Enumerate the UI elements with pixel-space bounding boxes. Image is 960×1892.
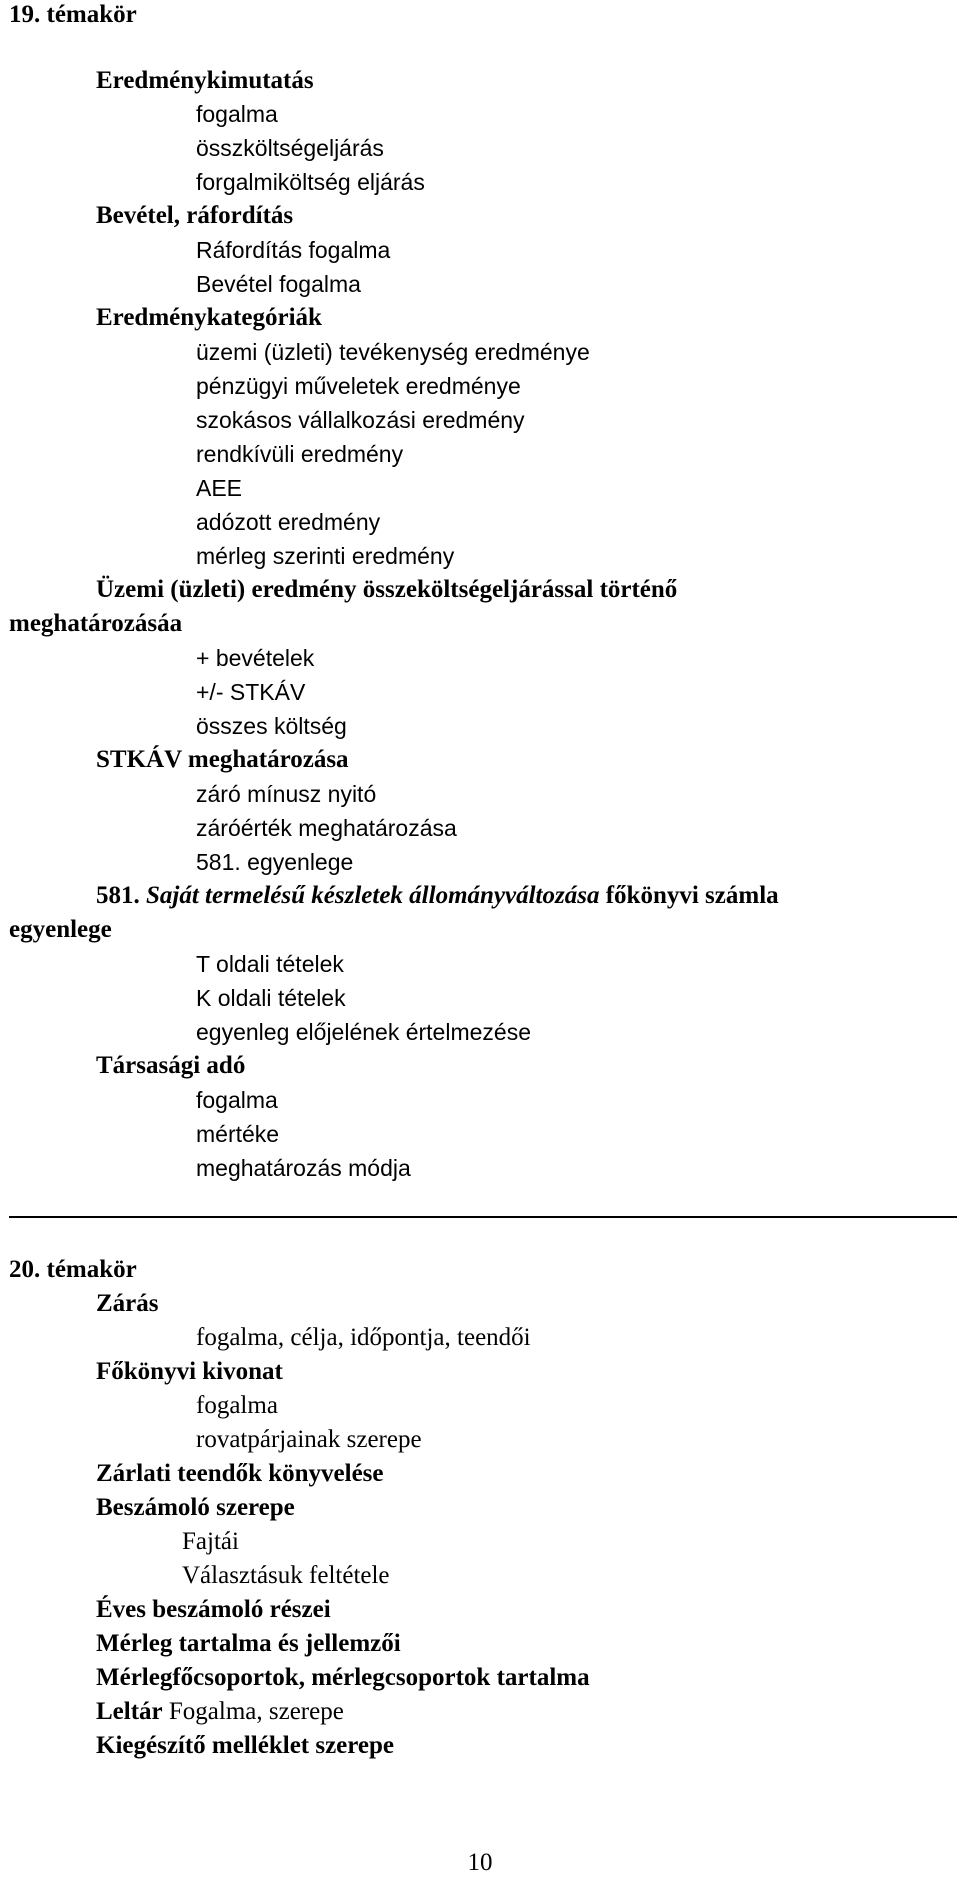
topic-beszamolo-szerepe: Beszámoló szerepe: [96, 1494, 295, 1521]
topic-zarlati-teendok: Zárlati teendők könyvelése: [96, 1460, 384, 1487]
leltar-detail: Fogalma, szerepe: [168, 1698, 344, 1725]
subitem: mérleg szerinti eredmény: [196, 543, 455, 569]
subitem: K oldali tételek: [196, 985, 346, 1011]
subitem: Fajtái: [182, 1528, 239, 1555]
subitem: Ráfordítás fogalma: [196, 237, 391, 263]
account-suffix: főkönyvi számla: [605, 882, 779, 909]
page-number: 10: [467, 1849, 493, 1876]
subitem: AEE: [196, 475, 243, 501]
subitem: pénzügyi műveletek eredménye: [196, 373, 521, 399]
subitem: záró mínusz nyitó: [196, 781, 377, 807]
subitem: rendkívüli eredmény: [196, 441, 404, 467]
topic-zaras: Zárás: [96, 1290, 159, 1317]
subitem: +/- STKÁV: [196, 679, 306, 705]
subitem: fogalma: [196, 1087, 278, 1113]
topic-merleg-tartalma: Mérleg tartalma és jellemzői: [96, 1630, 401, 1657]
topic-kiegeszito-melleklet: Kiegészítő melléklet szerepe: [96, 1732, 395, 1759]
subitem: fogalma: [196, 1392, 278, 1419]
subitem: T oldali tételek: [196, 951, 344, 977]
topic-bevetel: Bevétel, ráfordítás: [96, 202, 294, 229]
subitem: adózott eredmény: [196, 509, 381, 535]
topic-uzemi-eredmeny-cont: meghatározásáa: [9, 610, 183, 637]
account-number: 581.: [96, 882, 140, 909]
account-name: Saját termelésű készletek állományváltozása: [146, 882, 600, 909]
topic-leltar: [96, 1697, 344, 1727]
subitem: szokásos vállalkozási eredmény: [196, 407, 525, 433]
subitem: 581. egyenlege: [196, 849, 354, 875]
topic-fokonyvi-kivonat: Főkönyvi kivonat: [96, 1358, 283, 1385]
section-20-heading: 20. témakör: [9, 1256, 137, 1283]
subitem: záróérték meghatározása: [196, 815, 457, 841]
section-19-heading: 19. témakör: [9, 1, 137, 28]
topic-eredmenykategoriak: Eredménykategóriák: [96, 304, 322, 331]
leltar-title: Leltár: [96, 1698, 163, 1725]
topic-tarsasagi-ado: Társasági adó: [96, 1052, 246, 1079]
topic-uzemi-eredmeny: Üzemi (üzleti) eredmény összeköltségeljárással történő: [96, 576, 678, 603]
topic-eves-beszamolo: Éves beszámoló részei: [96, 1596, 331, 1623]
topic-eredmenykimutatas: Eredménykimutatás: [96, 67, 314, 94]
topic-merlegfocsoportok: Mérlegfőcsoportok, mérlegcsoportok tartalma: [96, 1664, 590, 1691]
subitem: Választásuk feltétele: [182, 1562, 390, 1589]
subitem: meghatározás módja: [196, 1155, 411, 1181]
section-divider: [9, 1216, 957, 1218]
subitem: összes költség: [196, 713, 347, 739]
topic-stkav: STKÁV meghatározása: [96, 746, 349, 773]
subitem: fogalma, célja, időpontja, teendői: [196, 1324, 531, 1351]
subitem: összköltségeljárás: [196, 135, 384, 161]
subitem: mértéke: [196, 1121, 280, 1147]
subitem: Bevétel fogalma: [196, 271, 361, 297]
subitem: egyenleg előjelének értelmezése: [196, 1019, 531, 1045]
topic-581-egyenlege: [96, 881, 779, 911]
topic-581-egyenlege-cont: egyenlege: [9, 916, 112, 943]
subitem: fogalma: [196, 101, 278, 127]
subitem: rovatpárjainak szerepe: [196, 1426, 422, 1453]
subitem: üzemi (üzleti) tevékenység eredménye: [196, 339, 590, 365]
subitem: forgalmiköltség eljárás: [196, 169, 425, 195]
subitem: + bevételek: [196, 645, 315, 671]
